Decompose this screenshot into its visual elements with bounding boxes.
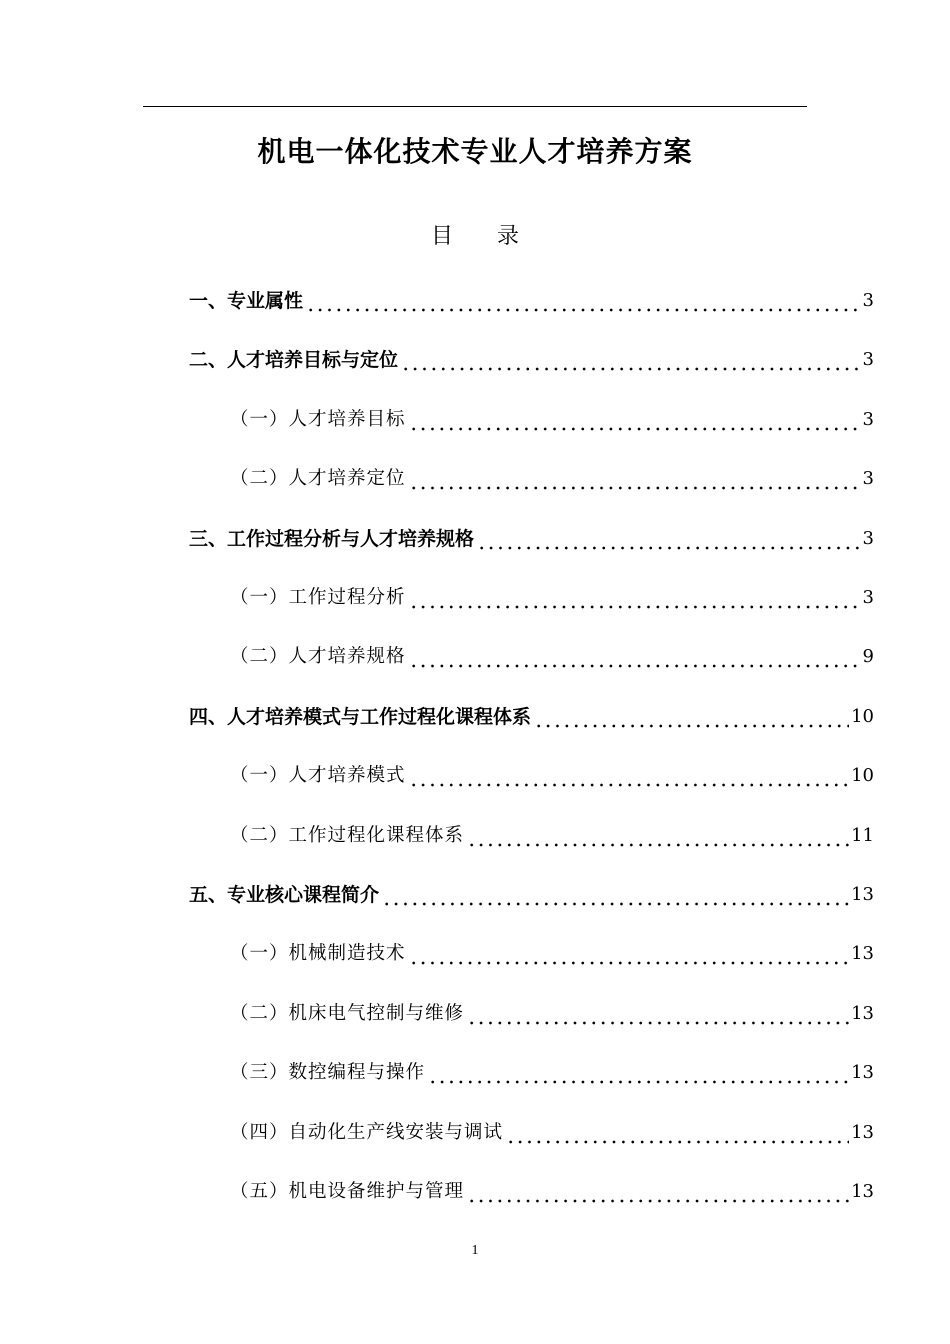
toc-entry[interactable]	[230, 583, 874, 613]
toc-entry-page-number: 3	[862, 349, 874, 371]
toc-entry-page-number: 3	[862, 468, 874, 490]
toc-dot-leader	[409, 583, 861, 613]
toc-entry[interactable]	[189, 286, 874, 316]
toc-entry-label: （二）工作过程化课程体系	[230, 824, 465, 846]
toc-entry-label: （二）人才培养规格	[230, 646, 406, 668]
toc-dot-leader	[409, 939, 850, 969]
toc-dot-leader	[506, 1118, 849, 1148]
toc-heading: 目 录	[430, 224, 519, 249]
toc-entry-page-number: 10	[851, 705, 874, 727]
toc-dot-leader	[409, 642, 861, 672]
toc-entry-label: 四、人才培养模式与工作过程化课程体系	[189, 705, 532, 728]
toc-dot-leader	[534, 702, 849, 732]
toc-entry-label: （三）数控编程与操作	[230, 1062, 426, 1084]
toc-dot-leader	[401, 345, 861, 375]
toc-entry[interactable]	[230, 464, 874, 494]
toc-dot-leader	[428, 1058, 849, 1088]
toc-entry-label: （二）机床电气控制与维修	[230, 1002, 465, 1024]
toc-entry-label: （四）自动化生产线安装与调试	[230, 1121, 504, 1143]
toc-entry-label: （一）人才培养目标	[230, 408, 406, 430]
toc-entry-page-number: 3	[862, 290, 874, 311]
toc-entry[interactable]	[189, 524, 874, 554]
toc-dot-leader	[467, 1177, 849, 1207]
toc-entry[interactable]	[230, 1177, 874, 1207]
toc-entry-page-number: 13	[851, 943, 874, 965]
toc-entry-page-number: 11	[851, 824, 874, 846]
toc-entry-page-number: 3	[862, 527, 874, 549]
toc-entry-label: 一、专业属性	[189, 290, 304, 312]
toc-dot-leader	[382, 880, 849, 910]
toc-entry[interactable]	[230, 405, 874, 435]
toc-dot-leader	[409, 464, 861, 494]
toc-entry-page-number: 13	[851, 1062, 874, 1084]
toc-dot-leader	[467, 999, 849, 1029]
toc-entry-page-number: 13	[851, 1002, 874, 1024]
toc-entry[interactable]	[230, 642, 874, 672]
page-number: 1	[471, 1243, 479, 1258]
toc-entry-page-number: 9	[862, 646, 874, 668]
toc-entry[interactable]	[230, 999, 874, 1029]
toc-entry-label: 五、专业核心课程简介	[189, 884, 380, 906]
toc-entry-label: （二）人才培养定位	[230, 468, 406, 490]
toc-dot-leader	[467, 821, 849, 851]
toc-dot-leader	[409, 761, 850, 791]
toc-entry[interactable]	[230, 1118, 874, 1148]
toc-dot-leader	[306, 286, 861, 316]
toc-entry[interactable]	[189, 880, 874, 910]
toc-entry-page-number: 13	[851, 884, 874, 905]
toc-entry-page-number: 3	[862, 587, 874, 608]
toc-entry[interactable]	[230, 821, 874, 851]
toc-entry-label: 二、人才培养目标与定位	[189, 349, 399, 372]
toc-entry-page-number: 13	[851, 1121, 874, 1143]
toc-entry-label: （一）工作过程分析	[230, 587, 406, 608]
toc-entry[interactable]	[230, 761, 874, 791]
toc-entry[interactable]	[230, 1058, 874, 1088]
toc-entry[interactable]	[189, 345, 874, 375]
document-title: 机电一体化技术专业人才培养方案	[257, 135, 693, 168]
toc-entry-page-number: 13	[851, 1181, 874, 1202]
toc-dot-leader	[409, 405, 861, 435]
toc-entry-label: （一）机械制造技术	[230, 943, 406, 965]
toc-entry[interactable]	[230, 939, 874, 969]
toc-entry-page-number: 10	[851, 765, 874, 787]
toc-entry-page-number: 3	[862, 408, 874, 430]
toc-entry-label: （一）人才培养模式	[230, 765, 406, 787]
toc-entry-label: （五）机电设备维护与管理	[230, 1181, 465, 1202]
toc-entry[interactable]	[189, 702, 874, 732]
toc-dot-leader	[477, 524, 861, 554]
toc-entry-label: 三、工作过程分析与人才培养规格	[189, 527, 475, 550]
